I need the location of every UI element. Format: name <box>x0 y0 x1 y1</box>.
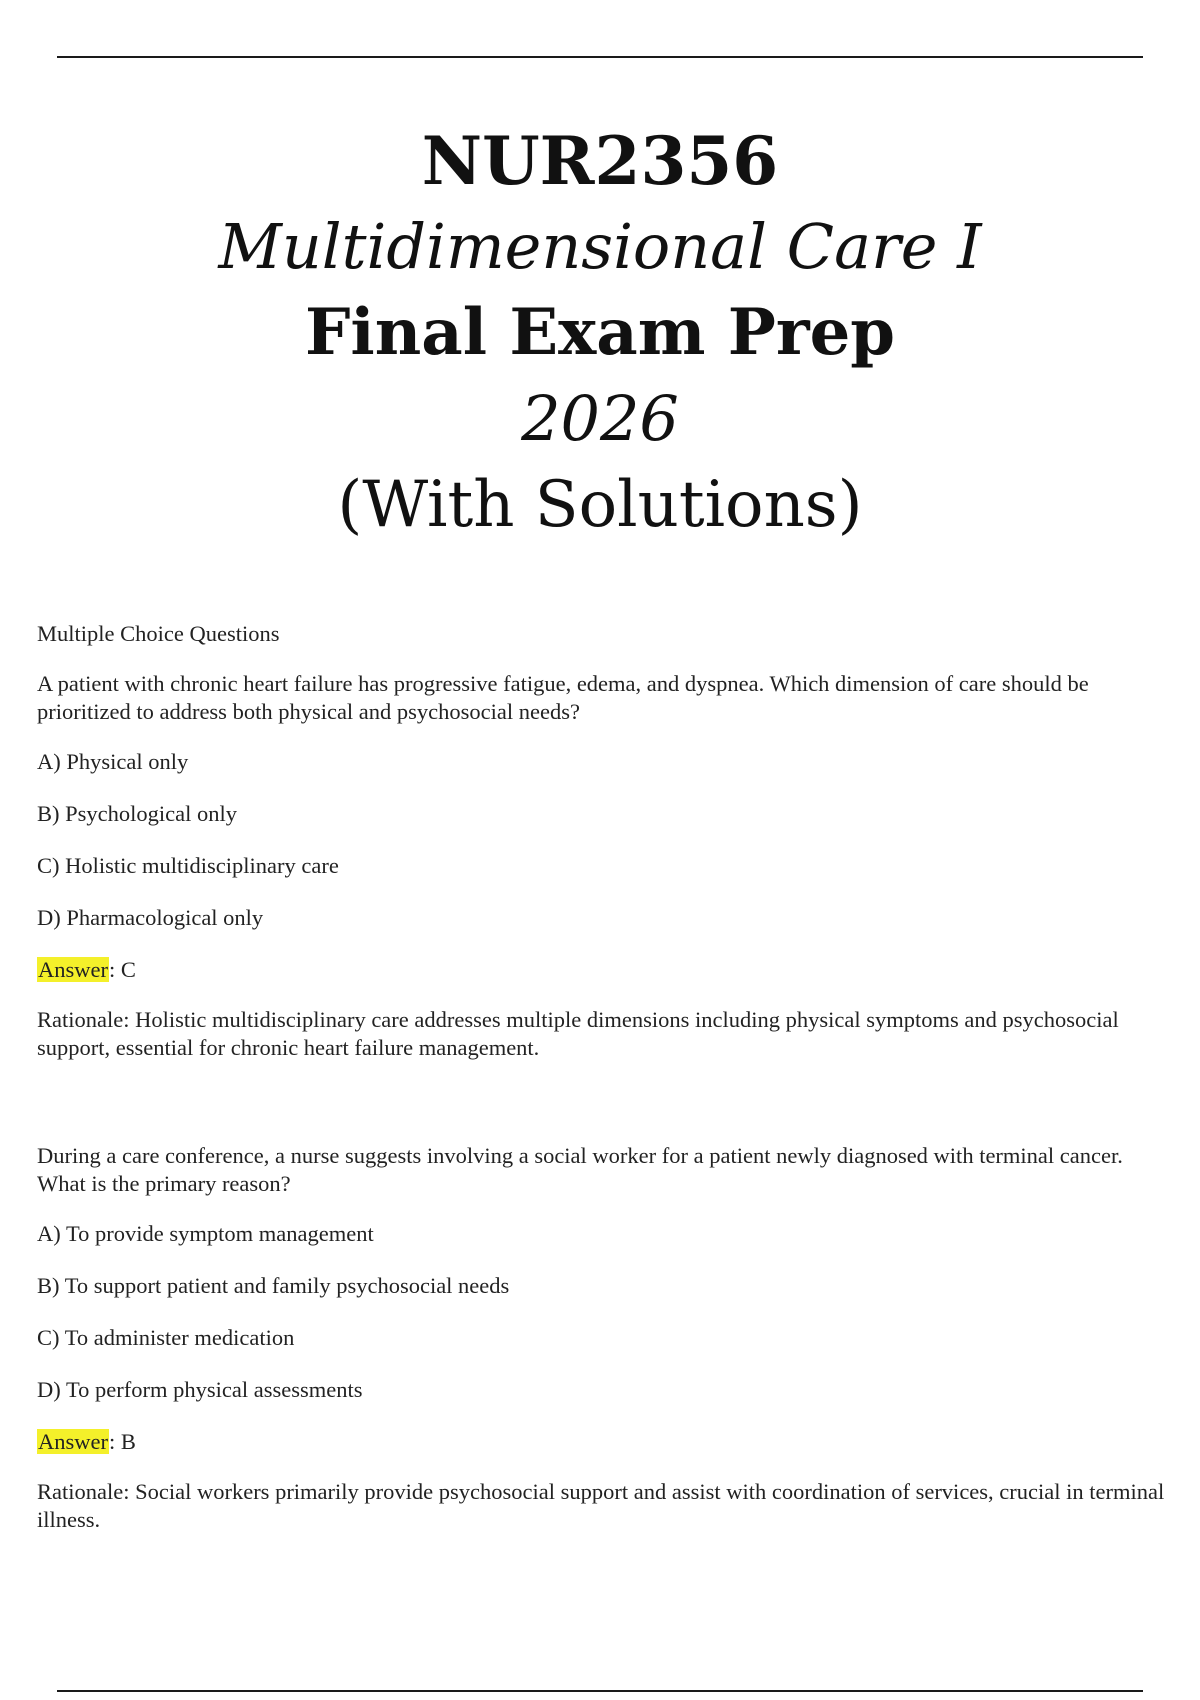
question-text: During a care conference, a nurse suggests involving a social worker for a patient newly diagnosed with terminal cancer. What is the primary reason? <box>37 1143 1123 1196</box>
rationale: Rationale: Holistic multidisciplinary care addresses multiple dimensions including physical symptoms and psychosocial support, essential for chronic heart failure management. <box>37 1007 1119 1060</box>
option-c: C) Holistic multidisciplinary care <box>37 853 339 878</box>
top-rule <box>57 56 1143 58</box>
option-a: A) Physical only <box>37 749 189 774</box>
question-spacer <box>37 1062 1172 1142</box>
title-block <box>0 118 1200 548</box>
bottom-rule <box>57 1690 1143 1692</box>
answer-line <box>37 1428 1172 1456</box>
answer-label: Answer <box>38 1429 108 1454</box>
document-subtitle: (With Solutions) <box>337 468 863 542</box>
answer-value: : C <box>108 957 136 982</box>
question-text: A patient with chronic heart failure has progressive fatigue, edema, and dyspnea. Which dimension of care should be prioritized to address both physical and psychosocial needs? <box>37 671 1089 724</box>
option-d: D) Pharmacological only <box>37 905 264 930</box>
option-a: A) To provide symptom management <box>37 1221 374 1246</box>
course-code: NUR2356 <box>421 122 779 200</box>
option-b: B) Psychological only <box>37 801 237 826</box>
course-name: Multidimensional Care I <box>218 210 982 283</box>
section-heading: Multiple Choice Questions <box>37 621 280 646</box>
question-1 <box>37 670 1172 1062</box>
document-body <box>37 620 1172 1534</box>
answer-line <box>37 956 1172 984</box>
document-title: Final Exam Prep <box>304 295 896 370</box>
question-2 <box>37 1142 1172 1534</box>
option-b: B) To support patient and family psychosocial needs <box>37 1273 510 1298</box>
option-d: D) To perform physical assessments <box>37 1377 363 1402</box>
answer-value: : B <box>108 1429 136 1454</box>
rationale: Rationale: Social workers primarily provide psychosocial support and assist with coordination of services, crucial in terminal illness. <box>37 1479 1165 1532</box>
option-c: C) To administer medication <box>37 1325 295 1350</box>
answer-label: Answer <box>38 957 108 982</box>
answer-options <box>37 1220 1172 1404</box>
document-year: 2026 <box>521 382 679 455</box>
answer-options <box>37 748 1172 932</box>
